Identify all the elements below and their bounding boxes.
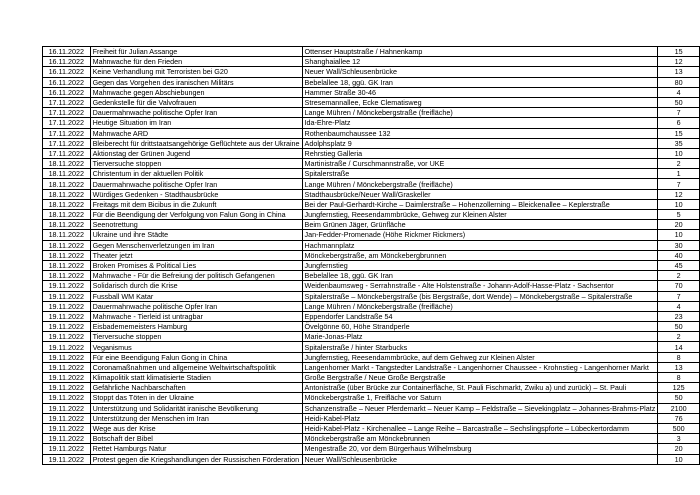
- location-cell: Weidenbaumsweg - Serrahnstraße - Alte Holstenstraße - Johann-Adolf-Hasse-Platz - Sachsentor: [302, 281, 658, 291]
- table-row: [43, 423, 700, 433]
- location-cell: Jan-Fedder-Promenade (Höhe Rickmer Rickmers): [302, 230, 658, 240]
- count-cell: 500: [658, 423, 700, 433]
- count-cell: 8: [658, 373, 700, 383]
- location-cell: Mönckebergstraße, am Mönckebergbrunnen: [302, 250, 658, 260]
- table-row: [43, 403, 700, 413]
- date-cell: 18.11.2022: [43, 271, 91, 281]
- topic-cell: Heutige Situation im Iran: [90, 118, 302, 128]
- topic-cell: Ukraine und ihre Städte: [90, 230, 302, 240]
- assembly-table: [42, 46, 700, 465]
- table-row: [43, 118, 700, 128]
- date-cell: 19.11.2022: [43, 423, 91, 433]
- topic-cell: Tierversuche stoppen: [90, 332, 302, 342]
- location-cell: Mönckebergstraße 1, Freifläche vor Saturn: [302, 393, 658, 403]
- location-cell: Marie-Jonas-Platz: [302, 332, 658, 342]
- topic-cell: Gegen Menschenverletzungen im Iran: [90, 240, 302, 250]
- table-row: [43, 148, 700, 158]
- table-row: [43, 230, 700, 240]
- topic-cell: Für eine Beendigung Falun Gong in China: [90, 352, 302, 362]
- date-cell: 18.11.2022: [43, 169, 91, 179]
- location-cell: Rothenbaumchaussee 132: [302, 128, 658, 138]
- topic-cell: Mahnwache ARD: [90, 128, 302, 138]
- location-cell: Spitalerstraße – Mönckebergstraße (bis Bergstraße, dort Wende) – Mönckebergstraße – Spitalerstraße: [302, 291, 658, 301]
- topic-cell: Mahnwache - Tierleid ist untragbar: [90, 311, 302, 321]
- topic-cell: Broken Promises & Political Lies: [90, 260, 302, 270]
- topic-cell: Mahnwache - Für die Befreiung der politisch Gefangenen: [90, 271, 302, 281]
- date-cell: 18.11.2022: [43, 250, 91, 260]
- table-row: [43, 87, 700, 97]
- table-row: [43, 169, 700, 179]
- count-cell: 5: [658, 210, 700, 220]
- table-body: [43, 47, 700, 465]
- count-cell: 50: [658, 97, 700, 107]
- date-cell: 18.11.2022: [43, 179, 91, 189]
- date-cell: 19.11.2022: [43, 311, 91, 321]
- count-cell: 76: [658, 413, 700, 423]
- topic-cell: Coronamaßnahmen und allgemeine Weltwirtschaftspolitik: [90, 362, 302, 372]
- topic-cell: Rettet Hamburgs Natur: [90, 444, 302, 454]
- table-row: [43, 413, 700, 423]
- count-cell: 13: [658, 67, 700, 77]
- location-cell: Große Bergstraße / Neue Große Bergstraße: [302, 373, 658, 383]
- location-cell: Rehrstieg Galleria: [302, 148, 658, 158]
- topic-cell: Wege aus der Krise: [90, 423, 302, 433]
- date-cell: 18.11.2022: [43, 260, 91, 270]
- count-cell: 30: [658, 240, 700, 250]
- count-cell: 7: [658, 108, 700, 118]
- location-cell: Beim Grünen Jäger, Grünfläche: [302, 220, 658, 230]
- location-cell: Shanghaiallee 12: [302, 57, 658, 67]
- table-row: [43, 281, 700, 291]
- count-cell: 7: [658, 179, 700, 189]
- count-cell: 2: [658, 159, 700, 169]
- table-row: [43, 77, 700, 87]
- count-cell: 7: [658, 291, 700, 301]
- table-row: [43, 220, 700, 230]
- date-cell: 16.11.2022: [43, 77, 91, 87]
- table-row: [43, 128, 700, 138]
- date-cell: 18.11.2022: [43, 230, 91, 240]
- count-cell: 20: [658, 220, 700, 230]
- date-cell: 16.11.2022: [43, 47, 91, 57]
- location-cell: Stadthausbrücke/Neuer Wall/Graskeller: [302, 189, 658, 199]
- date-cell: 18.11.2022: [43, 210, 91, 220]
- location-cell: Jungfernstieg, Reesendammbrücke, Gehweg zur Kleinen Alster: [302, 210, 658, 220]
- location-cell: Hachmannplatz: [302, 240, 658, 250]
- date-cell: 19.11.2022: [43, 352, 91, 362]
- topic-cell: Eisbadememeisters Hamburg: [90, 322, 302, 332]
- count-cell: 4: [658, 87, 700, 97]
- location-cell: Mönckebergstraße am Mönckebrunnen: [302, 434, 658, 444]
- count-cell: 10: [658, 199, 700, 209]
- date-cell: 19.11.2022: [43, 342, 91, 352]
- topic-cell: Klimapolitik statt klimatisierte Stadien: [90, 373, 302, 383]
- topic-cell: Unterstützung und Solidarität iranische Bevölkerung: [90, 403, 302, 413]
- count-cell: 40: [658, 250, 700, 260]
- date-cell: 17.11.2022: [43, 128, 91, 138]
- table-row: [43, 332, 700, 342]
- table-row: [43, 240, 700, 250]
- topic-cell: Unterstützung der Menschen im Iran: [90, 413, 302, 423]
- location-cell: Övelgönne 60, Höhe Strandperle: [302, 322, 658, 332]
- location-cell: Neuer Wall/Schleusenbrücke: [302, 67, 658, 77]
- count-cell: 15: [658, 128, 700, 138]
- date-cell: 17.11.2022: [43, 118, 91, 128]
- count-cell: 50: [658, 322, 700, 332]
- date-cell: 19.11.2022: [43, 454, 91, 464]
- count-cell: 1: [658, 169, 700, 179]
- location-cell: Hammer Straße 30-46: [302, 87, 658, 97]
- date-cell: 17.11.2022: [43, 148, 91, 158]
- date-cell: 16.11.2022: [43, 57, 91, 67]
- count-cell: 3: [658, 434, 700, 444]
- table-row: [43, 342, 700, 352]
- count-cell: 13: [658, 362, 700, 372]
- topic-cell: Keine Verhandlung mit Terroristen bei G20: [90, 67, 302, 77]
- topic-cell: Stoppt das Töten in der Ukraine: [90, 393, 302, 403]
- count-cell: 10: [658, 148, 700, 158]
- count-cell: 15: [658, 47, 700, 57]
- count-cell: 50: [658, 393, 700, 403]
- date-cell: 19.11.2022: [43, 291, 91, 301]
- location-cell: Heidi-Kabel-Platz - Kirchenallee – Lange Reihe – Barcastraße – Sechslingspforte – Lübeckertordamm: [302, 423, 658, 433]
- topic-cell: Dauermahnwache politische Opfer Iran: [90, 108, 302, 118]
- location-cell: Eppendorfer Landstraße 54: [302, 311, 658, 321]
- date-cell: 19.11.2022: [43, 281, 91, 291]
- topic-cell: Dauermahnwache politische Opfer Iran: [90, 179, 302, 189]
- topic-cell: Würdiges Gedenken - Stadthausbrücke: [90, 189, 302, 199]
- table-row: [43, 301, 700, 311]
- document-table-container: [42, 46, 700, 465]
- location-cell: Schanzenstraße – Neuer Pferdemarkt – Neuer Kamp – Feldstraße – Sievekingplatz – Johannes-Brahms-Platz: [302, 403, 658, 413]
- table-row: [43, 189, 700, 199]
- location-cell: Antonistraße (über Brücke zur Containerfläche, St. Pauli Fischmarkt, Zwiku a) und zurück) – St. Pauli: [302, 383, 658, 393]
- date-cell: 18.11.2022: [43, 240, 91, 250]
- date-cell: 19.11.2022: [43, 434, 91, 444]
- topic-cell: Seenotrettung: [90, 220, 302, 230]
- location-cell: Bebelallee 18, ggü. GK Iran: [302, 77, 658, 87]
- table-row: [43, 444, 700, 454]
- date-cell: 19.11.2022: [43, 332, 91, 342]
- location-cell: Ida-Ehre-Platz: [302, 118, 658, 128]
- table-row: [43, 159, 700, 169]
- date-cell: 17.11.2022: [43, 108, 91, 118]
- topic-cell: Theater jetzt: [90, 250, 302, 260]
- location-cell: Bei der Paul-Gerhardt-Kirche – Daimlerstraße – Hohenzollerning – Bleickenallee – Keplerstraße: [302, 199, 658, 209]
- location-cell: Adolphsplatz 9: [302, 138, 658, 148]
- location-cell: Lange Mühren / Mönckebergstraße (freifläche): [302, 301, 658, 311]
- table-row: [43, 362, 700, 372]
- location-cell: Neuer Wall/Schleusenbrücke: [302, 454, 658, 464]
- table-row: [43, 67, 700, 77]
- table-row: [43, 250, 700, 260]
- count-cell: 125: [658, 383, 700, 393]
- table-row: [43, 108, 700, 118]
- topic-cell: Christentum in der aktuellen Politik: [90, 169, 302, 179]
- location-cell: Mengestraße 20, vor dem Bürgerhaus Wilhelmsburg: [302, 444, 658, 454]
- count-cell: 2100: [658, 403, 700, 413]
- table-row: [43, 434, 700, 444]
- location-cell: Spitalerstraße / hinter Starbucks: [302, 342, 658, 352]
- count-cell: 80: [658, 77, 700, 87]
- date-cell: 19.11.2022: [43, 393, 91, 403]
- location-cell: Jungfernstieg, Reesendammbrücke, auf dem Gehweg zur Kleinen Alster: [302, 352, 658, 362]
- date-cell: 19.11.2022: [43, 322, 91, 332]
- date-cell: 19.11.2022: [43, 403, 91, 413]
- location-cell: Lange Mühren / Mönckebergstraße (freifläche): [302, 179, 658, 189]
- topic-cell: Aktionstag der Grünen Jugend: [90, 148, 302, 158]
- table-row: [43, 210, 700, 220]
- table-row: [43, 97, 700, 107]
- topic-cell: Für die Beendigung der Verfolgung von Falun Gong in China: [90, 210, 302, 220]
- date-cell: 19.11.2022: [43, 444, 91, 454]
- location-cell: Lange Mühren / Mönckebergstraße (freifläche): [302, 108, 658, 118]
- date-cell: 16.11.2022: [43, 87, 91, 97]
- topic-cell: Bleiberecht für drittstaatsangehörige Geflüchtete aus der Ukraine: [90, 138, 302, 148]
- count-cell: 12: [658, 57, 700, 67]
- count-cell: 12: [658, 189, 700, 199]
- location-cell: Bebelallee 18, ggü. GK Iran: [302, 271, 658, 281]
- table-row: [43, 179, 700, 189]
- topic-cell: Freitags mit dem Bicibus in die Zukunft: [90, 199, 302, 209]
- topic-cell: Fussball WM Katar: [90, 291, 302, 301]
- count-cell: 2: [658, 332, 700, 342]
- table-row: [43, 454, 700, 464]
- table-row: [43, 373, 700, 383]
- count-cell: 35: [658, 138, 700, 148]
- table-row: [43, 47, 700, 57]
- date-cell: 19.11.2022: [43, 362, 91, 372]
- count-cell: 10: [658, 454, 700, 464]
- topic-cell: Tierversuche stoppen: [90, 159, 302, 169]
- location-cell: Heidi-Kabel-Platz: [302, 413, 658, 423]
- date-cell: 18.11.2022: [43, 199, 91, 209]
- table-row: [43, 393, 700, 403]
- topic-cell: Botschaft der Bibel: [90, 434, 302, 444]
- count-cell: 14: [658, 342, 700, 352]
- topic-cell: Mahnwache für den Frieden: [90, 57, 302, 67]
- topic-cell: Veganismus: [90, 342, 302, 352]
- table-row: [43, 57, 700, 67]
- location-cell: Stresemannallee, Ecke Clematisweg: [302, 97, 658, 107]
- table-row: [43, 260, 700, 270]
- count-cell: 70: [658, 281, 700, 291]
- count-cell: 2: [658, 271, 700, 281]
- count-cell: 4: [658, 301, 700, 311]
- count-cell: 23: [658, 311, 700, 321]
- count-cell: 45: [658, 260, 700, 270]
- table-row: [43, 199, 700, 209]
- table-row: [43, 138, 700, 148]
- count-cell: 10: [658, 230, 700, 240]
- count-cell: 8: [658, 352, 700, 362]
- topic-cell: Gefährliche Nachbarschaften: [90, 383, 302, 393]
- topic-cell: Freiheit für Julian Assange: [90, 47, 302, 57]
- date-cell: 17.11.2022: [43, 97, 91, 107]
- date-cell: 18.11.2022: [43, 189, 91, 199]
- topic-cell: Mahnwache gegen Abschiebungen: [90, 87, 302, 97]
- location-cell: Martinistraße / Curschmannstraße, vor UKE: [302, 159, 658, 169]
- date-cell: 19.11.2022: [43, 383, 91, 393]
- table-row: [43, 352, 700, 362]
- topic-cell: Protest gegen die Kriegshandlungen der Russischen Förderation: [90, 454, 302, 464]
- count-cell: 6: [658, 118, 700, 128]
- date-cell: 17.11.2022: [43, 138, 91, 148]
- count-cell: 20: [658, 444, 700, 454]
- date-cell: 19.11.2022: [43, 373, 91, 383]
- table-row: [43, 383, 700, 393]
- table-row: [43, 311, 700, 321]
- topic-cell: Gegen das Vorgehen des iranischen Militärs: [90, 77, 302, 87]
- table-row: [43, 271, 700, 281]
- table-row: [43, 291, 700, 301]
- topic-cell: Gedenkstelle für die Valvofrauen: [90, 97, 302, 107]
- date-cell: 18.11.2022: [43, 159, 91, 169]
- date-cell: 19.11.2022: [43, 413, 91, 423]
- location-cell: Langenhorner Markt - Tangstedter Landstraße - Langenhorner Chaussee - Krohnstieg - Langenhorner Markt: [302, 362, 658, 372]
- topic-cell: Solidarisch durch die Krise: [90, 281, 302, 291]
- date-cell: 18.11.2022: [43, 220, 91, 230]
- date-cell: 19.11.2022: [43, 301, 91, 311]
- location-cell: Spitalerstraße: [302, 169, 658, 179]
- topic-cell: Dauermahnwache politische Opfer Iran: [90, 301, 302, 311]
- date-cell: 16.11.2022: [43, 67, 91, 77]
- table-row: [43, 322, 700, 332]
- location-cell: Jungfernstieg: [302, 260, 658, 270]
- location-cell: Ottenser Hauptstraße / Hahnenkamp: [302, 47, 658, 57]
